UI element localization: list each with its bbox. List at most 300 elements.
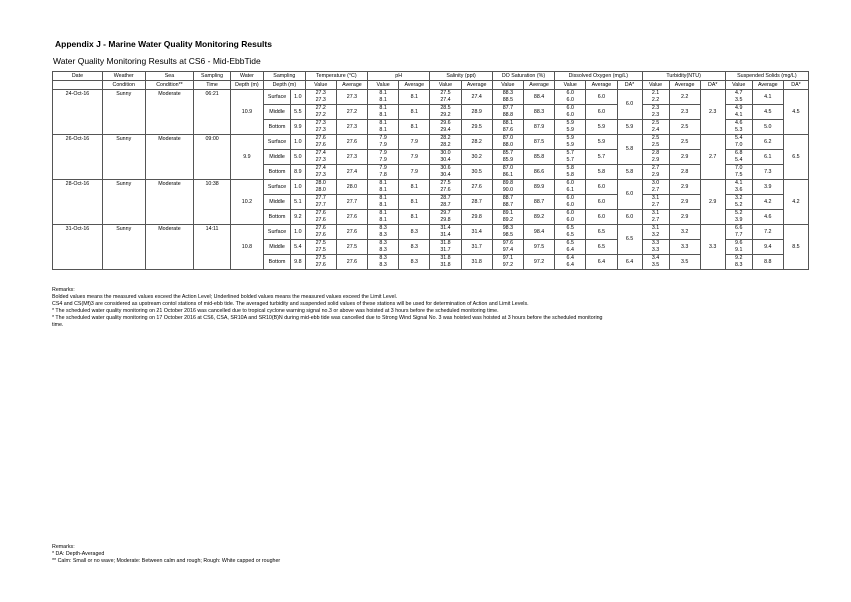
remarks-line: * The scheduled water quality monitoring on 21 October 2016 was cancelled due to tropical cyclone warning signal no.3 or above was hoisted at 3 hours before the scheduled monitoring time. [52,308,499,314]
reading-value: 28.0 [315,187,326,193]
reading-value: 8.1 [379,210,387,217]
reading-value: 5.7 [566,157,574,163]
salinity-values [430,90,461,105]
reading-value: 8.1 [379,105,387,112]
suspended-solids-values [725,180,752,195]
reading-value: 6.0 [566,112,574,118]
turbidity-values [642,210,669,225]
turbidity-values [642,195,669,210]
date-group [53,225,809,270]
dissolved-oxygen-values [555,105,586,120]
turbidity-values [642,165,669,180]
reading-value: 3.1 [651,210,660,217]
reading-value: 5.8 [566,172,574,178]
ph-average: 8.1 [399,105,430,120]
salinity-average: 28.9 [461,105,492,120]
temperature-values [305,210,336,225]
temperature-values [305,225,336,240]
table-row [53,180,809,195]
column-header: Date [53,72,103,81]
reading-value: 3.2 [735,195,743,202]
sea-condition-cell: Moderate [145,225,194,270]
reading-value: 90.0 [502,187,514,193]
salinity-values [430,150,461,165]
reading-value: 3.4 [651,255,660,262]
do-saturation-values [492,105,523,120]
turbidity-average: 3.2 [669,225,700,240]
do-saturation-average: 88.3 [523,105,554,120]
suspended-solids-average: 6.2 [752,135,783,150]
salinity-average: 28.2 [461,135,492,150]
turbidity-average: 2.9 [669,195,700,210]
reading-value: 8.3 [379,255,387,262]
reading-value: 88.7 [502,195,514,202]
reading-value: 27.7 [315,202,326,208]
reading-value: 31.4 [440,225,451,232]
temperature-values [305,105,336,120]
sampling-level-cell: Middle [264,105,291,120]
appendix-title: Appendix J - Marine Water Quality Monitoring Results [55,39,272,49]
remarks-line: time. [52,322,64,328]
ph-average: 8.3 [399,255,430,270]
do-saturation-average: 97.2 [523,255,554,270]
suspended-solids-average: 4.5 [752,105,783,120]
reading-value: 28.2 [440,142,451,148]
ph-average: 8.1 [399,210,430,225]
reading-value: 87.0 [502,165,514,172]
suspended-solids-average: 8.8 [752,255,783,270]
reading-value: 4.9 [735,105,743,112]
reading-value: 27.6 [315,135,326,142]
suspended-solids-average: 4.1 [752,90,783,105]
reading-value: 27.3 [315,172,326,178]
table-subtitle: Water Quality Monitoring Results at CS6 - Mid-EbbTide [53,56,261,66]
sampling-level-cell: Surface [264,135,291,150]
reading-value: 5.3 [735,127,743,133]
reading-value: 6.0 [566,210,574,217]
sampling-depth-cell: 9.8 [291,255,306,270]
dissolved-oxygen-average: 6.0 [586,210,617,225]
dissolved-oxygen-average: 6.4 [586,255,617,270]
do-saturation-values [492,195,523,210]
table-row [53,90,809,105]
reading-value: 3.9 [735,217,743,223]
dissolved-oxygen-average: 6.0 [586,180,617,195]
column-subheader: DA* [783,81,808,90]
column-subheader: DA* [700,81,725,90]
column-subheader: Average [523,81,554,90]
reading-value: 2.7 [651,217,660,223]
reading-value: 88.0 [502,142,514,148]
reading-value: 87.7 [502,105,514,112]
reading-value: 8.1 [379,202,387,208]
salinity-average: 30.5 [461,165,492,180]
do-saturation-values [492,165,523,180]
reading-value: 8.3 [379,225,387,232]
column-subheader: Value [305,81,336,90]
turbidity-average: 3.5 [669,255,700,270]
reading-value: 2.8 [651,150,660,157]
salinity-average: 29.5 [461,120,492,135]
reading-value: 6.0 [566,202,574,208]
reading-value: 27.3 [315,120,326,127]
turbidity-values [642,135,669,150]
suspended-solids-average: 7.2 [752,225,783,240]
dissolved-oxygen-average: 6.5 [586,240,617,255]
reading-value: 97.1 [502,255,514,262]
reading-value: 29.2 [440,112,451,118]
reading-value: 88.1 [502,120,514,127]
column-subheader [53,81,103,90]
column-subheader: Average [752,81,783,90]
reading-value: 28.7 [440,202,451,208]
footnote-line: Remarks: [52,544,75,550]
sea-condition-cell: Moderate [145,90,194,135]
do-saturation-average: 87.9 [523,120,554,135]
temperature-values [305,165,336,180]
temperature-average: 28.0 [336,180,367,195]
reading-value: 8.3 [379,240,387,247]
turbidity-values [642,90,669,105]
temperature-values [305,150,336,165]
reading-value: 89.8 [502,180,514,187]
do-saturation-values [492,135,523,150]
temperature-average: 27.6 [336,210,367,225]
reading-value: 5.8 [566,165,574,172]
reading-value: 2.9 [651,157,660,163]
column-subheader: Value [642,81,669,90]
dissolved-oxygen-values [555,240,586,255]
sampling-level-cell: Surface [264,225,291,240]
weather-cell: Sunny [102,180,145,225]
suspended-solids-values [725,240,752,255]
do-saturation-average: 89.9 [523,180,554,195]
ph-values [368,105,399,120]
temperature-average: 27.2 [336,105,367,120]
date-group [53,90,809,135]
temperature-average: 27.3 [336,150,367,165]
turbidity-da: 2.9 [700,180,725,225]
temperature-values [305,135,336,150]
column-header: Temperature (°C) [305,72,367,81]
turbidity-da: 3.3 [700,225,725,270]
reading-value: 2.3 [651,112,660,118]
column-header: DO Saturation (%) [492,72,554,81]
ph-values [368,180,399,195]
reading-value: 7.9 [379,157,387,163]
reading-value: 7.7 [735,232,743,238]
do-saturation-values [492,180,523,195]
date-cell: 24-Oct-16 [53,90,103,135]
reading-value: 4.1 [735,112,743,118]
salinity-average: 30.2 [461,150,492,165]
reading-value: 88.8 [502,112,514,118]
do-saturation-average: 86.6 [523,165,554,180]
ph-average: 8.1 [399,90,430,105]
reading-value: 8.1 [379,187,387,193]
reading-value: 27.5 [440,180,451,187]
reading-value: 6.0 [566,90,574,97]
date-cell: 26-Oct-16 [53,135,103,180]
sampling-time-cell: 14:11 [194,225,230,270]
reading-value: 85.7 [502,150,514,157]
reading-value: 2.2 [651,97,660,103]
sampling-level-cell: Bottom [264,165,291,180]
reading-value: 2.7 [651,202,660,208]
column-subheader: Time [194,81,230,90]
salinity-values [430,135,461,150]
reading-value: 88.5 [502,97,514,103]
do-saturation-average: 87.5 [523,135,554,150]
salinity-values [430,180,461,195]
reading-value: 6.4 [566,247,574,253]
reading-value: 8.1 [379,90,387,97]
reading-value: 27.3 [315,97,326,103]
footnotes-block [52,544,672,565]
turbidity-values [642,120,669,135]
column-subheader: Value [725,81,752,90]
reading-value: 5.2 [735,202,743,208]
date-group [53,135,809,180]
reading-value: 28.0 [315,180,326,187]
reading-value: 9.2 [735,255,743,262]
dissolved-oxygen-values [555,195,586,210]
ph-values [368,135,399,150]
temperature-average: 27.6 [336,255,367,270]
reading-value: 6.4 [566,255,574,262]
dissolved-oxygen-bottom: 6.0 [617,210,642,225]
suspended-solids-average: 4.2 [752,195,783,210]
suspended-solids-da: 4.5 [783,90,808,135]
reading-value: 27.5 [440,90,451,97]
ph-average: 8.1 [399,120,430,135]
suspended-solids-da: 4.2 [783,180,808,225]
salinity-values [430,210,461,225]
ph-values [368,165,399,180]
water-quality-table [52,71,809,270]
sampling-level-cell: Bottom [264,255,291,270]
do-saturation-values [492,150,523,165]
reading-value: 30.4 [440,157,451,163]
ph-average: 8.1 [399,180,430,195]
ph-values [368,90,399,105]
reading-value: 88.7 [502,202,514,208]
dissolved-oxygen-da: 6.0 [617,180,642,210]
reading-value: 8.1 [379,112,387,118]
reading-value: 7.9 [379,165,387,172]
ph-values [368,255,399,270]
reading-value: 31.8 [440,240,451,247]
reading-value: 27.5 [315,247,326,253]
reading-value: 2.1 [651,90,660,97]
dissolved-oxygen-values [555,180,586,195]
column-subheader: Value [492,81,523,90]
suspended-solids-da: 8.5 [783,225,808,270]
column-subheader: Value [430,81,461,90]
ph-average: 7.9 [399,150,430,165]
column-subheader: Average [336,81,367,90]
salinity-average: 29.8 [461,210,492,225]
reading-value: 2.5 [651,120,660,127]
sampling-depth-cell: 1.0 [291,225,306,240]
do-saturation-values [492,120,523,135]
sampling-depth-cell: 8.9 [291,165,306,180]
date-cell: 28-Oct-16 [53,180,103,225]
reading-value: 27.6 [315,217,326,223]
reading-value: 9.1 [735,247,743,253]
reading-value: 29.8 [440,217,451,223]
column-subheader: Average [669,81,700,90]
reading-value: 6.0 [566,105,574,112]
reading-value: 6.5 [566,225,574,232]
suspended-solids-values [725,105,752,120]
reading-value: 89.2 [502,217,514,223]
reading-value: 8.1 [379,97,387,103]
column-header: Sampling [264,72,306,81]
dissolved-oxygen-average: 6.0 [586,90,617,105]
sampling-level-cell: Middle [264,240,291,255]
reading-value: 7.0 [735,165,743,172]
reading-value: 87.6 [502,127,514,133]
do-saturation-average: 98.4 [523,225,554,240]
reading-value: 4.7 [735,90,743,97]
reading-value: 8.3 [735,262,743,268]
reading-value: 5.4 [735,135,743,142]
do-saturation-average: 97.5 [523,240,554,255]
temperature-values [305,90,336,105]
weather-cell: Sunny [102,225,145,270]
reading-value: 7.9 [379,135,387,142]
turbidity-average: 2.9 [669,150,700,165]
column-subheader: Average [461,81,492,90]
reading-value: 3.3 [651,247,660,253]
sampling-level-cell: Middle [264,150,291,165]
turbidity-da: 2.3 [700,90,725,135]
turbidity-average: 2.3 [669,105,700,120]
suspended-solids-values [725,255,752,270]
salinity-values [430,225,461,240]
salinity-average: 28.7 [461,195,492,210]
remarks-line: CS4 and CS(Mf)3 are considered as upstream contol stations of mid-ebb tide. The averaged turbidity and suspended solid values of these stations will be used for determination of Action and Limit Levels. [52,301,529,307]
dissolved-oxygen-average: 5.7 [586,150,617,165]
turbidity-values [642,105,669,120]
suspended-solids-values [725,165,752,180]
dissolved-oxygen-bottom: 5.9 [617,120,642,135]
dissolved-oxygen-average: 5.9 [586,135,617,150]
column-header: Weather [102,72,145,81]
suspended-solids-values [725,120,752,135]
salinity-average: 31.7 [461,240,492,255]
sampling-depth-cell: 5.5 [291,105,306,120]
sampling-level-cell: Middle [264,195,291,210]
reading-value: 8.1 [379,127,387,133]
ph-values [368,150,399,165]
reading-value: 31.4 [440,232,451,238]
dissolved-oxygen-da: 6.5 [617,225,642,255]
sampling-level-cell: Bottom [264,120,291,135]
temperature-average: 27.6 [336,135,367,150]
reading-value: 4.6 [735,120,743,127]
reading-value: 3.5 [651,262,660,268]
reading-value: 2.3 [651,105,660,112]
suspended-solids-average: 3.9 [752,180,783,195]
ph-average: 8.3 [399,240,430,255]
dissolved-oxygen-da: 5.8 [617,135,642,165]
water-depth-cell: 9.9 [230,135,263,180]
reading-value: 27.6 [315,232,326,238]
reading-value: 31.7 [440,247,451,253]
suspended-solids-average: 4.6 [752,210,783,225]
do-saturation-average: 85.8 [523,150,554,165]
suspended-solids-average: 5.0 [752,120,783,135]
column-header: Turbidity(NTU) [642,72,725,81]
reading-value: 2.5 [651,135,660,142]
reading-value: 30.0 [440,150,451,157]
reading-value: 2.9 [651,172,660,178]
sampling-depth-cell: 5.1 [291,195,306,210]
reading-value: 2.7 [651,187,660,193]
reading-value: 89.1 [502,210,514,217]
ph-average: 7.9 [399,135,430,150]
date-group [53,180,809,225]
ph-average: 7.9 [399,165,430,180]
reading-value: 4.1 [735,180,743,187]
reading-value: 7.8 [379,172,387,178]
turbidity-da: 2.7 [700,135,725,180]
dissolved-oxygen-average: 6.5 [586,225,617,240]
reading-value: 28.7 [440,195,451,202]
reading-value: 2.5 [651,142,660,148]
reading-value: 27.4 [315,165,326,172]
reading-value: 9.6 [735,240,743,247]
salinity-values [430,255,461,270]
dissolved-oxygen-average: 6.0 [586,105,617,120]
ph-values [368,225,399,240]
column-header: Dissolved Oxygen (mg/L) [555,72,642,81]
reading-value: 27.2 [315,105,326,112]
dissolved-oxygen-da: 6.0 [617,90,642,120]
reading-value: 8.3 [379,232,387,238]
dissolved-oxygen-bottom: 6.4 [617,255,642,270]
reading-value: 3.1 [651,225,660,232]
turbidity-average: 2.8 [669,165,700,180]
dissolved-oxygen-average: 6.0 [586,195,617,210]
dissolved-oxygen-values [555,255,586,270]
table-header [53,72,809,90]
reading-value: 29.4 [440,127,451,133]
ph-values [368,195,399,210]
reading-value: 97.2 [502,262,514,268]
do-saturation-average: 88.4 [523,90,554,105]
reading-value: 31.8 [440,262,451,268]
reading-value: 27.5 [315,255,326,262]
reading-value: 27.6 [315,142,326,148]
column-subheader: DA* [617,81,642,90]
reading-value: 2.7 [651,165,660,172]
turbidity-values [642,150,669,165]
suspended-solids-values [725,225,752,240]
dissolved-oxygen-values [555,225,586,240]
suspended-solids-average: 6.1 [752,150,783,165]
reading-value: 6.0 [566,195,574,202]
reading-value: 6.6 [735,225,743,232]
reading-value: 28.2 [440,135,451,142]
column-header: Sampling [194,72,230,81]
reading-value: 98.3 [502,225,514,232]
water-depth-cell: 10.2 [230,180,263,225]
sampling-depth-cell: 1.0 [291,180,306,195]
turbidity-average: 2.2 [669,90,700,105]
